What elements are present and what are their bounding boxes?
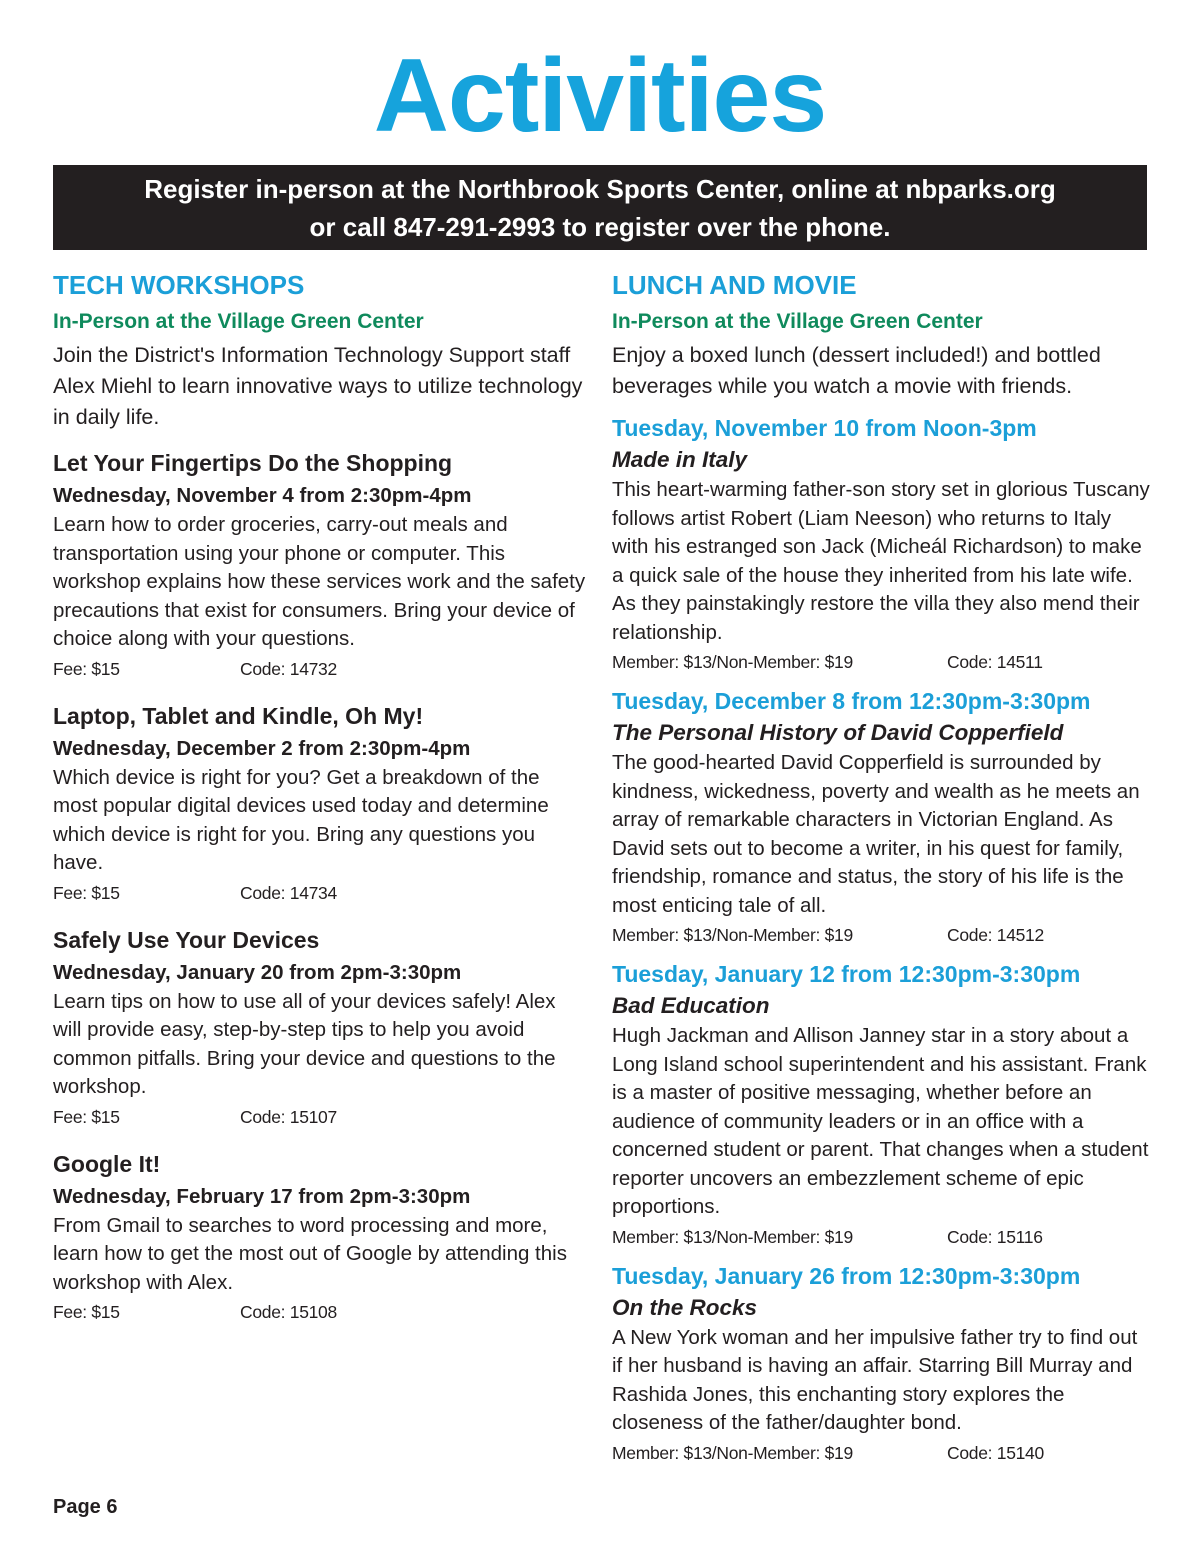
movie-date: Tuesday, December 8 from 12:30pm-3:30pm [612, 688, 1091, 714]
movie-code: Code: 14511 [947, 652, 1043, 672]
workshop-code: Code: 14732 [240, 658, 337, 679]
workshop-item [53, 924, 588, 1132]
workshop-code: Code: 15108 [240, 1302, 337, 1322]
page-title: Activities [373, 38, 827, 154]
workshop-title: Safely Use Your Devices [53, 926, 320, 953]
section-intro: Enjoy a boxed lunch (dessert included!) and bottled beverages while you watch a movie with friends. [612, 343, 1101, 398]
workshop-code: Code: 14734 [240, 882, 337, 903]
movie-fee: Member: $13/Non-Member: $19 [612, 1226, 853, 1247]
movie-meta [612, 1222, 1152, 1252]
workshop-fee: Fee: $15 [53, 658, 120, 679]
section-intro: Join the District's Information Technology Support staff Alex Miehl to learn innovative ways to utilize technology in daily life. [53, 343, 583, 429]
movie-item [612, 685, 1152, 950]
section-heading: TECH WORKSHOPS [53, 270, 305, 300]
workshop-code: Code: 15107 [240, 1106, 337, 1127]
movie-description: A New York woman and her impulsive father try to find out if her husband is having an affair. Starring Bill Murray and Rashida Jones, this enchanting story explores the closeness of the father/daughter bond. [612, 1325, 1138, 1434]
movie-fee: Member: $13/Non-Member: $19 [612, 652, 853, 672]
movie-item [612, 412, 1152, 677]
registration-banner [53, 165, 1147, 250]
workshop-date: Wednesday, February 17 from 2pm-3:30pm [53, 1184, 471, 1208]
section-heading: LUNCH AND MOVIE [612, 270, 857, 300]
section-location: In-Person at the Village Green Center [53, 310, 424, 333]
movie-code: Code: 14512 [947, 925, 1044, 945]
workshop-description: Learn how to order groceries, carry-out meals and transportation using your phone or computer. This workshop explains how these services work and the safety precautions that exist for consumers. Bring your device of choice along with your questions. [53, 513, 586, 650]
workshop-meta [53, 1297, 588, 1327]
workshop-fee: Fee: $15 [53, 1106, 120, 1127]
movie-description: The good-hearted David Copperfield is surrounded by kindness, wickedness, poverty and wealth as he meets an array of remarkable characters in Victorian England. As David sets out to become a writer, in his quest for family, friendship, romance and status, the story of his life is the most enticing tale of all. [612, 751, 1140, 917]
movie-title: On the Rocks [612, 1294, 758, 1320]
movie-description: This heart-warming father-son story set in glorious Tuscany follows artist Robert (Liam Neeson) who returns to Italy with his estranged son Jack (Micheál Richardson) to make a quick sale of the house they inherited from his late wife. As they painstakingly restore the villa they also mend their relationship. [612, 478, 1150, 644]
section-location: In-Person at the Village Green Center [612, 310, 983, 333]
workshop-title: Google It! [53, 1150, 161, 1177]
workshop-item [53, 700, 588, 908]
movie-title: The Personal History of David Copperfield [612, 720, 1064, 745]
page-number: Page 6 [53, 1496, 118, 1518]
movie-date: Tuesday, January 26 from 12:30pm-3:30pm [612, 1262, 1081, 1289]
movie-title: Bad Education [612, 993, 770, 1018]
movie-code: Code: 15116 [947, 1226, 1043, 1247]
banner-line-2: or call 847-291-2993 to register over the phone. [309, 212, 891, 242]
tech-workshops-section [53, 268, 588, 1343]
movie-description: Hugh Jackman and Allison Janney star in a story about a Long Island school superintendent and his assistant. Frank is a master of positive messaging, whether before an audience of community leaders or in an office with a concerned student or parent. That changes when a student reporter uncovers an embezzlement scheme of epic proportions. [612, 1024, 1149, 1218]
lunch-and-movie-section [612, 268, 1152, 1476]
movie-date: Tuesday, November 10 from Noon-3pm [612, 415, 1037, 441]
workshop-date: Wednesday, December 2 from 2:30pm-4pm [53, 736, 471, 760]
movie-item [612, 958, 1152, 1252]
workshop-item [53, 447, 588, 684]
workshop-title: Laptop, Tablet and Kindle, Oh My! [53, 702, 424, 729]
movie-meta [612, 920, 1152, 950]
movie-title: Made in Italy [612, 447, 748, 472]
workshop-meta [53, 878, 588, 908]
banner-line-1: Register in-person at the Northbrook Sports Center, online at nbparks.org [144, 174, 1056, 204]
workshop-meta [53, 1102, 588, 1132]
movie-meta [612, 1438, 1152, 1468]
workshop-description: From Gmail to searches to word processing and more, learn how to get the most out of Google by attending this workshop with Alex. [53, 1213, 567, 1294]
workshop-meta [53, 654, 588, 684]
workshop-description: Learn tips on how to use all of your devices safely! Alex will provide easy, step-by-step tips to help you avoid common pitfalls. Bring your device and questions to the workshop. [53, 989, 556, 1098]
movie-code: Code: 15140 [947, 1442, 1044, 1463]
movie-fee: Member: $13/Non-Member: $19 [612, 925, 853, 945]
workshop-title: Let Your Fingertips Do the Shopping [53, 450, 453, 476]
workshop-item [53, 1148, 588, 1328]
movie-item [612, 1260, 1152, 1468]
workshop-description: Which device is right for you? Get a breakdown of the most popular digital devices used today and determine which device is right for you. Bring any questions you have. [53, 765, 549, 874]
workshop-fee: Fee: $15 [53, 1302, 120, 1322]
workshop-date: Wednesday, November 4 from 2:30pm-4pm [53, 484, 472, 507]
movie-fee: Member: $13/Non-Member: $19 [612, 1442, 853, 1463]
workshop-date: Wednesday, January 20 from 2pm-3:30pm [53, 960, 462, 984]
movie-meta [612, 647, 1152, 677]
workshop-fee: Fee: $15 [53, 882, 120, 903]
movie-date: Tuesday, January 12 from 12:30pm-3:30pm [612, 961, 1081, 987]
